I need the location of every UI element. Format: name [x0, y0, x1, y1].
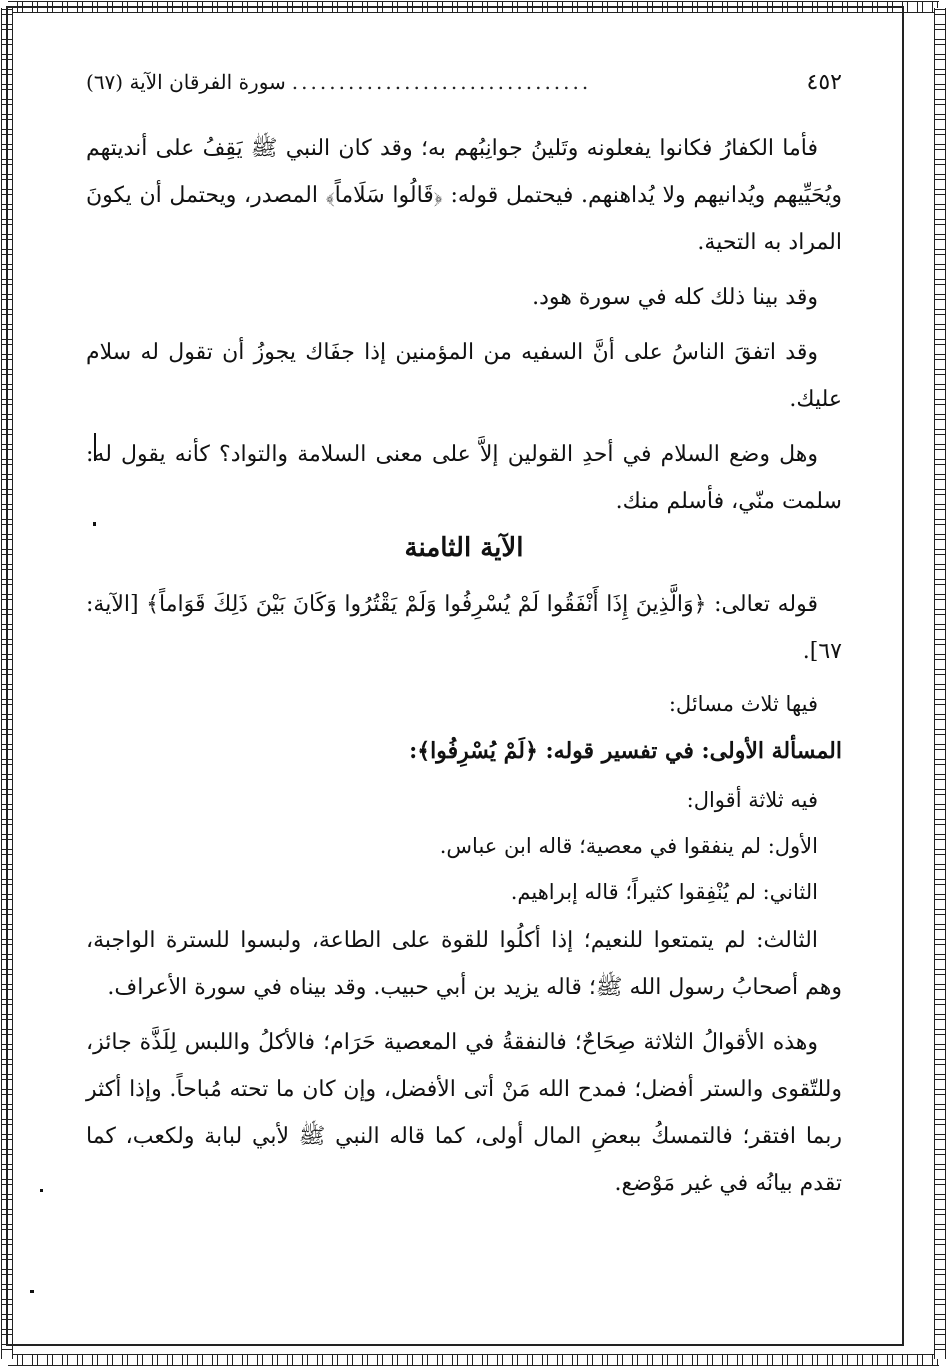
saying-three: الثالث: لم يتمتعوا للنعيم؛ إذا أكلُوا للقوة على الطاعة، ولبسوا للسترة الواجبة، وهم أصحابُ رسول الله ﷺ؛ قاله يزيد بن أبي حبيب. وقد بيناه في سورة الأعراف. — [86, 928, 842, 1000]
closing-paragraph: وهذه الأقوالُ الثلاثة صِحَاحٌ؛ فالنفقةُ في المعصية حَرَام؛ فالأكلُ واللبس لِلَذَّة جائز، وللتّقوى والستر أفضل؛ فمدح الله مَنْ أتى الأفضل، وإن كان ما تحته مُباحاً. وإذا أكثر ربما افتقر؛ فالتمسكُ ببعضِ المال أولى، كما قاله النبي ﷺ لأبي لبابة ولكعب، كما تقدم بيانُه في غير مَوْضع. — [86, 1030, 842, 1196]
paragraph: وقد اتفقَ الناسُ على أنَّ السفيه من المؤمنين إذا جفَاك يجوزُ أن تقول له سلام عليك. — [86, 340, 842, 412]
running-title-group — [86, 70, 591, 94]
paragraph: وقد بينا ذلك كله في سورة هود. — [532, 285, 818, 310]
frame-border-bottom — [8, 1354, 939, 1366]
sayings-intro: فيه ثلاثة أقوال: — [686, 788, 818, 812]
section-title: الآية الثامنة — [404, 533, 524, 563]
running-title: سورة الفرقان الآية (٦٧) — [86, 70, 286, 94]
page-header — [86, 70, 842, 95]
verse-paragraph: قوله تعالى: ﴿وَالَّذِينَ إِذَا أَنْفَقُوا لَمْ يُسْرِفُوا وَلَمْ يَقْتُرُوا وَكَانَ بَيْنَ ذَلِكَ قَوَاماً﴾ [الآية: ٦٧]. — [86, 592, 842, 664]
paragraph: وهل وضع السلام في أحدِ القولين إلاَّ على معنى السلامة والتواد؟ كأنه يقول له: سلمت منّي، فأسلم منك. — [86, 442, 842, 514]
frame-border-right — [934, 8, 946, 1359]
leader-dots: ................................ — [291, 70, 592, 94]
page-content — [86, 70, 842, 1215]
question-one-title: المسألة الأولى: في تفسير قوله: ﴿لَمْ يُسْرِفُوا﴾: — [409, 738, 842, 764]
issues-intro: فيها ثلاث مسائل: — [668, 692, 818, 716]
saying-one: الأول: لم ينفقوا في معصية؛ قاله ابن عباس. — [439, 834, 818, 858]
saying-two: الثاني: لم يُنْفِقوا كثيراً؛ قاله إبراهيم. — [510, 880, 818, 904]
page-number: ٤٥٢ — [806, 70, 842, 95]
margin-mark — [30, 1290, 34, 1293]
margin-mark — [40, 1189, 43, 1192]
paragraph: فأما الكفارُ فكانوا يفعلونه وتَلينُ جوانِبُهم به؛ وقد كان النبي ﷺ يَقِفُ على أنديتهم ويُحَيِّيهم ويُدانيهم ولا يُداهنهم. فيحتمل قوله: ﴿قَالُوا سَلَاماً﴾ المصدر، ويحتمل أن يكونَ المراد به التحية. — [86, 136, 842, 255]
